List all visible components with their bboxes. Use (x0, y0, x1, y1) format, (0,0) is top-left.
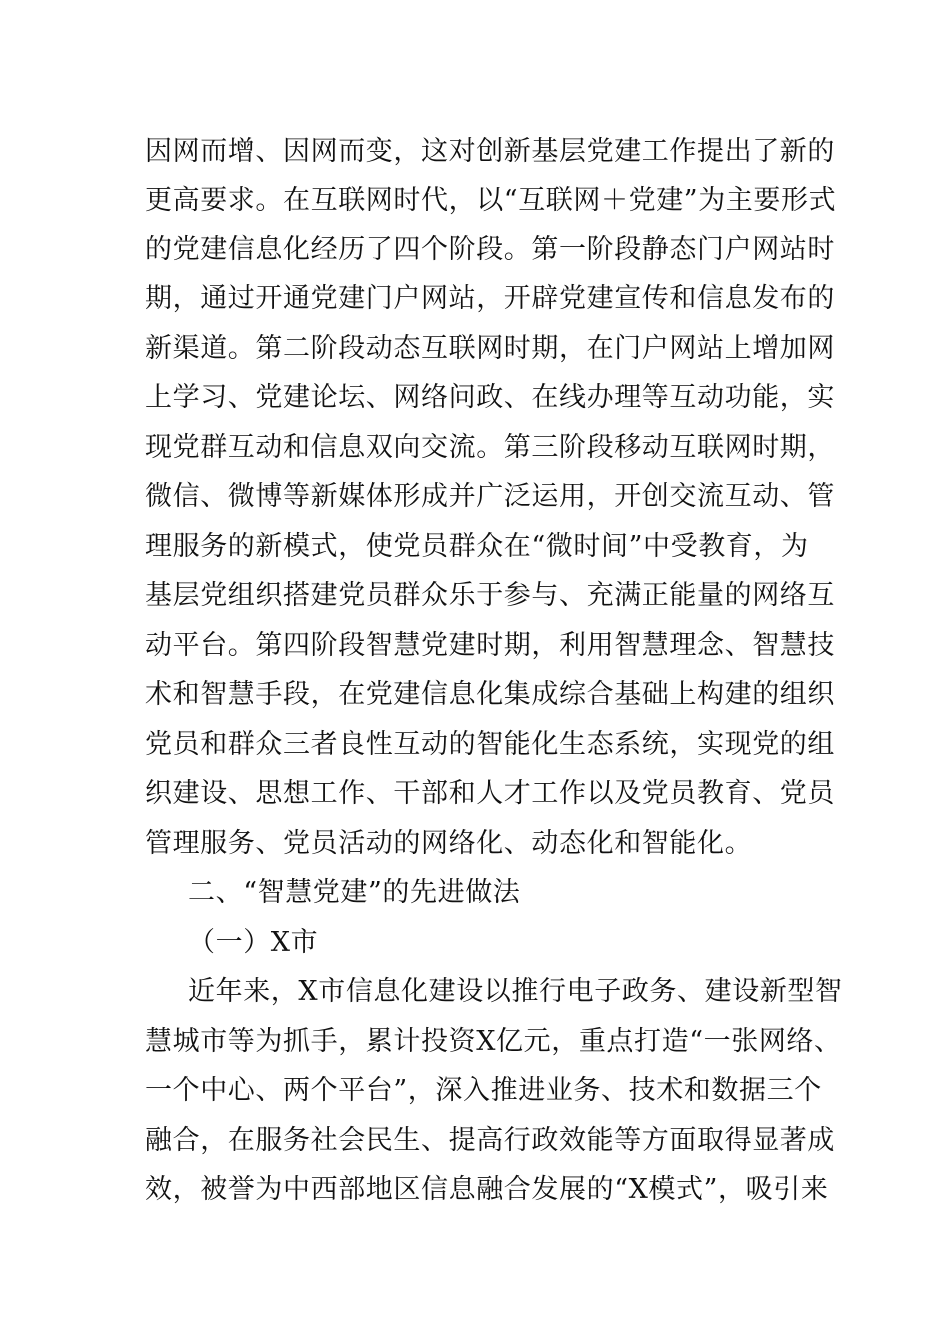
body-text-line: 近年来，X市信息化建设以推行电子政务、建设新型智 (188, 976, 843, 1007)
body-text-line: 微信、微博等新媒体形成并广泛运用，开创交流互动、管 (145, 481, 835, 512)
body-text-line: 织建设、思想工作、干部和人才工作以及党员教育、党员 (145, 778, 835, 809)
subsection-heading: （一）X市 (188, 927, 319, 958)
body-text-line: 理服务的新模式，使党员群众在“微时间”中受教育，为 (145, 531, 809, 562)
body-text-line: 更高要求。在互联网时代，以“互联网＋党建”为主要形式 (145, 185, 837, 216)
body-text-line: 的党建信息化经历了四个阶段。第一阶段静态门户网站时 (145, 234, 835, 265)
body-text-line: 因网而增、因网而变，这对创新基层党建工作提出了新的 (145, 136, 835, 167)
body-text-line: 期，通过开通党建门户网站，开辟党建宣传和信息发布的 (145, 283, 835, 314)
body-text-line: 上学习、党建论坛、网络问政、在线办理等互动功能，实 (145, 382, 835, 413)
body-text-line: 术和智慧手段，在党建信息化集成综合基础上构建的组织 (145, 679, 835, 710)
body-text-line: 新渠道。第二阶段动态互联网时期，在门户网站上增加网 (145, 333, 835, 364)
body-text-line: 效，被誉为中西部地区信息融合发展的“X模式”，吸引来 (145, 1174, 829, 1205)
body-text-line: 基层党组织搭建党员群众乐于参与、充满正能量的网络互 (145, 580, 835, 611)
section-heading: 二、“智慧党建”的先进做法 (188, 877, 521, 908)
body-text-line: 一个中心、两个平台”，深入推进业务、技术和数据三个 (145, 1075, 822, 1106)
body-text-line: 现党群互动和信息双向交流。第三阶段移动互联网时期， (145, 432, 835, 463)
body-text-line: 党员和群众三者良性互动的智能化生态系统，实现党的组 (145, 729, 835, 760)
body-text-line: 管理服务、党员活动的网络化、动态化和智能化。 (145, 828, 753, 859)
body-text-line: 动平台。第四阶段智慧党建时期，利用智慧理念、智慧技 (145, 630, 835, 661)
body-text-line: 慧城市等为抓手，累计投资X亿元，重点打造“一张网络、 (145, 1026, 842, 1057)
body-text-line: 融合，在服务社会民生、提高行政效能等方面取得显著成 (145, 1125, 835, 1156)
